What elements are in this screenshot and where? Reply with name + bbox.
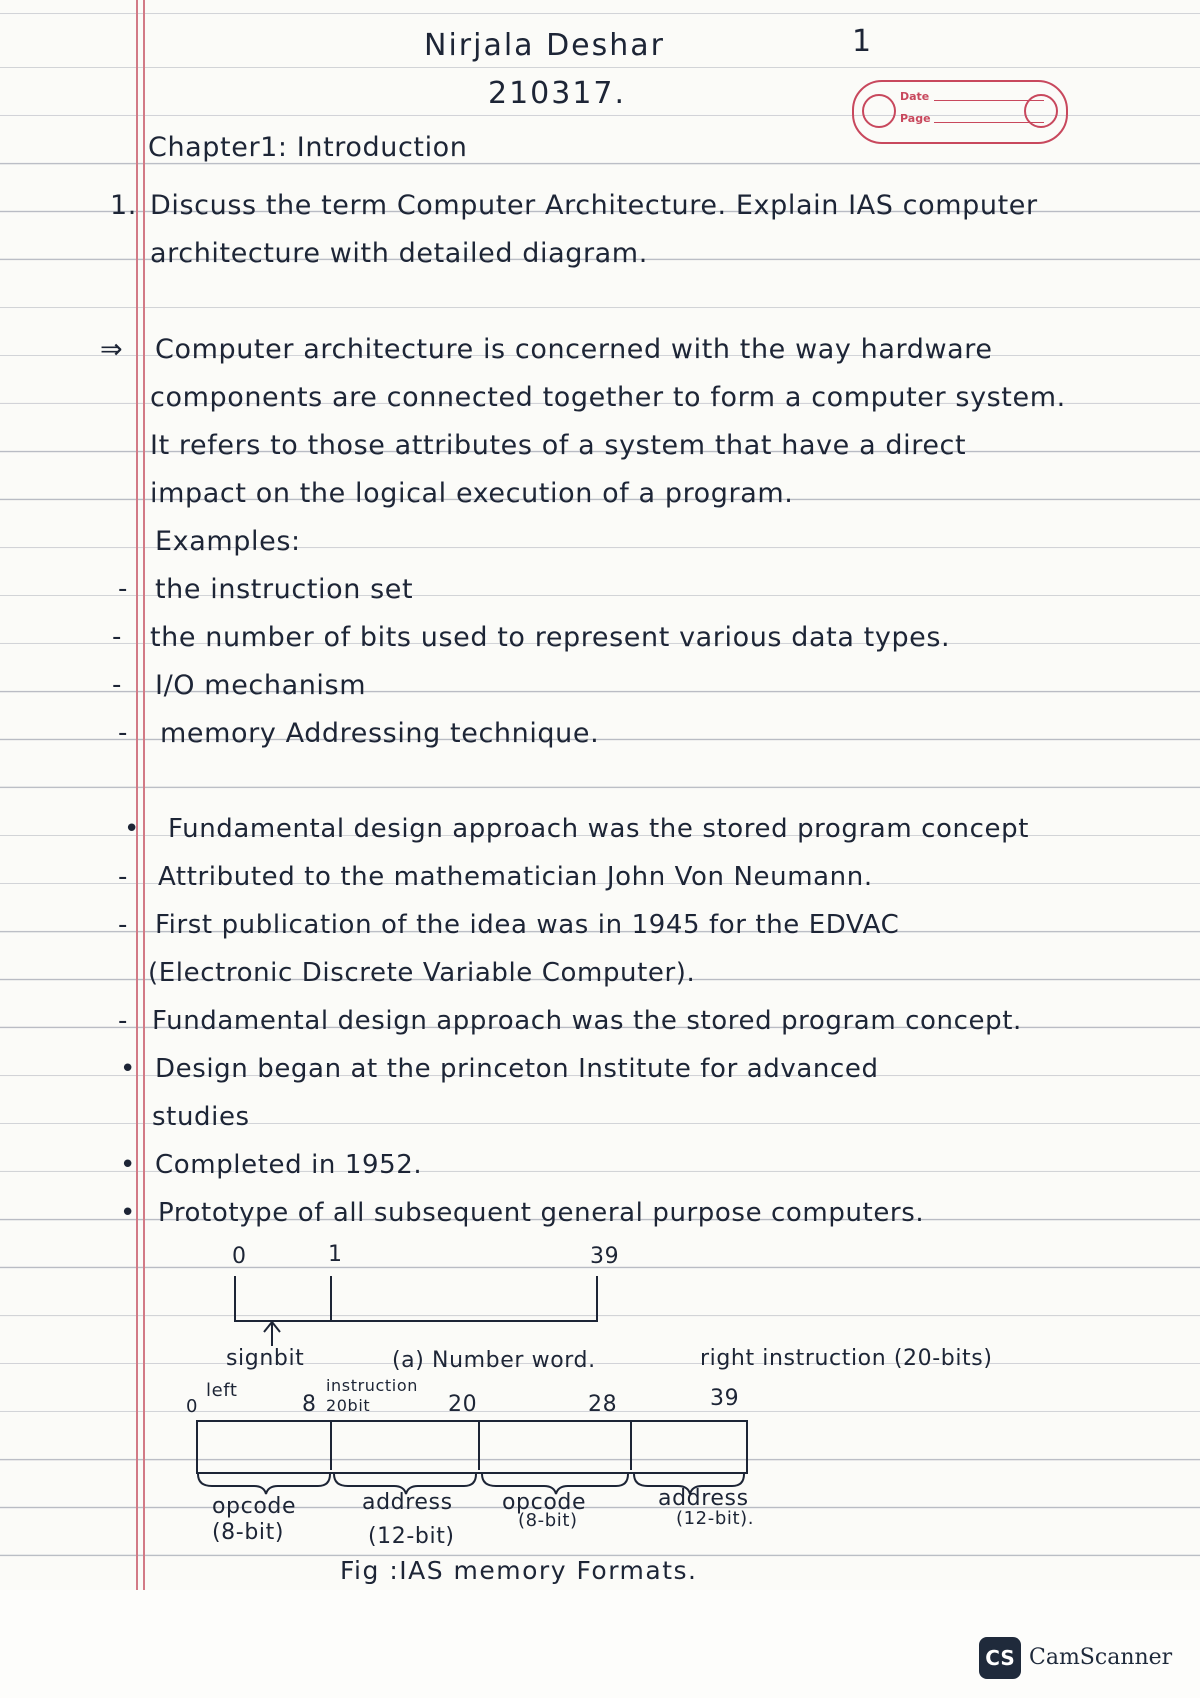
answer-line: Computer architecture is concerned with the way hardware: [155, 334, 993, 365]
answer-arrow: ⇒: [100, 334, 124, 365]
example-item: the instruction set: [155, 574, 414, 605]
figure-caption: Fig :IAS memory Formats.: [340, 1556, 698, 1585]
list-marker: •: [124, 814, 140, 844]
left-instruction-label: left: [206, 1380, 238, 1401]
ias-point: First publication of the idea was in 1945 for the EDVAC: [155, 910, 900, 940]
ias-point: Design began at the princeton Institute for advanced: [155, 1054, 879, 1084]
chapter-title: Chapter1: Introduction: [148, 132, 468, 163]
list-marker: -: [118, 862, 128, 892]
camscanner-watermark: CamScanner: [1029, 1645, 1173, 1670]
list-marker: -: [118, 574, 128, 604]
ias-point: studies: [152, 1102, 250, 1132]
ias-point: Fundamental design approach was the stored program concept.: [152, 1006, 1022, 1036]
roll-number: 210317.: [488, 76, 627, 111]
bit-label: 8: [302, 1392, 317, 1417]
ias-point: Fundamental design approach was the stored program concept: [168, 814, 1029, 844]
page-number: 1: [852, 24, 874, 59]
list-marker: -: [112, 622, 122, 652]
left-instruction-sub: instruction: [326, 1376, 418, 1395]
field-size: (12-bit).: [676, 1508, 755, 1529]
bit-label: 1: [328, 1242, 343, 1267]
answer-line: It refers to those attributes of a system that have a direct: [150, 430, 967, 461]
example-item: the number of bits used to represent various data types.: [150, 622, 951, 653]
example-item: memory Addressing technique.: [160, 718, 600, 749]
question-number: 1.: [110, 190, 137, 221]
field-name: opcode: [502, 1490, 587, 1515]
example-item: I/O mechanism: [155, 670, 367, 701]
sign-bit-label: signbit: [226, 1346, 305, 1371]
right-instruction-label: right instruction (20-bits): [700, 1346, 993, 1371]
field-name: address: [362, 1490, 453, 1515]
bit-label: 0: [186, 1396, 199, 1417]
field-size: (8-bit): [518, 1510, 578, 1531]
bit-label: 39: [710, 1386, 740, 1411]
field-name: address: [658, 1486, 749, 1511]
stamp-page-label: Page: [900, 112, 931, 125]
list-marker: -: [118, 718, 128, 748]
camscanner-logo-icon: CS: [979, 1637, 1021, 1679]
question-line: Discuss the term Computer Architecture. Explain IAS computer: [150, 190, 1038, 221]
ias-point: Completed in 1952.: [155, 1150, 423, 1180]
list-marker: •: [120, 1054, 136, 1084]
bit-label: 20: [448, 1392, 478, 1417]
bit-label: 39: [590, 1244, 620, 1269]
list-marker: •: [120, 1150, 136, 1180]
bit-label: 28: [588, 1392, 618, 1417]
student-name: Nirjala Deshar: [424, 28, 666, 63]
examples-heading: Examples:: [155, 526, 301, 557]
list-marker: -: [118, 1006, 128, 1036]
ias-point: Attributed to the mathematician John Von Neumann.: [158, 862, 873, 892]
number-word-caption: (a) Number word.: [392, 1348, 596, 1373]
list-marker: -: [112, 670, 122, 700]
field-name: opcode: [212, 1494, 297, 1519]
answer-line: impact on the logical execution of a program.: [150, 478, 794, 509]
stamp-date-label: Date: [900, 90, 930, 103]
left-instruction-bits: 20bit: [326, 1396, 371, 1415]
ias-point: (Electronic Discrete Variable Computer).: [148, 958, 696, 988]
field-size: (8-bit): [212, 1520, 285, 1545]
list-marker: -: [118, 910, 128, 940]
bit-label: 0: [232, 1244, 247, 1269]
ias-point: Prototype of all subsequent general purpose computers.: [158, 1198, 925, 1228]
list-marker: •: [120, 1198, 136, 1228]
field-size: (12-bit): [368, 1524, 455, 1549]
answer-line: components are connected together to form a computer system.: [150, 382, 1066, 413]
question-line: architecture with detailed diagram.: [150, 238, 648, 269]
